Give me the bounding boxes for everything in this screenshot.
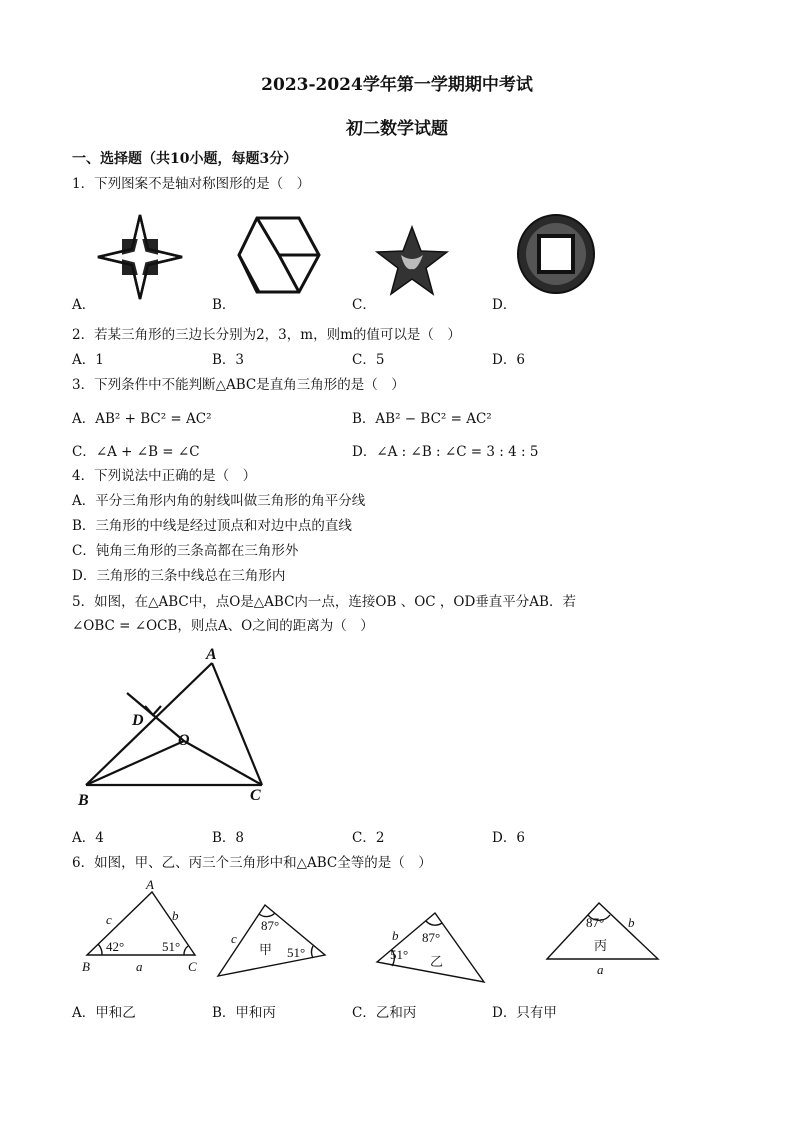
q5-stem-line1: 5．如图，在△ABC中，点O是△ABC内一点，连接OB 、OC ，OD垂直平分AB．若 [72,594,576,610]
q6-option-a: A．甲和乙 [72,1005,136,1021]
q5-label-d: D [132,712,144,729]
q6-figure-abc [80,878,205,978]
q3-option-b: B．AB² − BC² = AC² [352,411,492,427]
q5-label-b: B [78,792,89,809]
q6-jia-side: c [231,931,237,946]
q5-option-d: D．6 [492,830,525,846]
q1-figure-c-star [375,225,449,297]
q2-option-c: C．5 [352,352,385,368]
q5-label-c: C [250,787,261,804]
q2-option-d: D．6 [492,352,525,368]
q4-option-a: A．平分三角形内角的射线叫做三角形的角平分线 [72,493,366,509]
q6-jia-top-angle: 87° [261,918,280,933]
q6-option-c: C．乙和丙 [352,1005,417,1021]
q6-stem: 6．如图，甲、乙、丙三个三角形中和△ABC全等的是（ ） [72,855,432,871]
q5-option-a: A．4 [72,830,104,846]
q6-jia-name: 甲 [259,942,273,957]
q6-abc-label-b: B [82,959,90,974]
q6-abc-side-b: b [172,908,179,923]
q2-option-a: A．1 [72,352,104,368]
q6-abc-label-c: C [188,959,197,974]
q5-label-a: A [206,646,217,663]
q6-bing-side-a: a [597,962,604,977]
q5-label-o: O [178,732,190,749]
q6-jia-right-angle: 51° [287,945,306,960]
q6-abc-angle-b: 42° [106,939,125,954]
q1-option-a: A． [72,297,96,313]
q1-option-b: B． [212,297,236,313]
page-subtitle: 初二数学试题 [346,119,448,139]
q1-option-c: C． [352,297,376,313]
q6-abc-side-c: c [106,912,112,927]
page-title: 2023-2024学年第一学期期中考试 [261,75,533,95]
q6-yi-side: b [392,928,399,943]
q3-stem: 3．下列条件中不能判断△ABC是直角三角形的是（ ） [72,377,405,393]
q4-option-b: B．三角形的中线是经过顶点和对边中点的直线 [72,518,352,534]
q1-stem: 1．下列图案不是轴对称图形的是（ ） [72,176,311,192]
q6-yi-top-angle: 87° [422,930,441,945]
q4-option-c: C．钝角三角形的三条高都在三角形外 [72,543,299,559]
q6-yi-name: 乙 [430,954,444,969]
q6-bing-top-angle: 87° [586,915,605,930]
q6-option-d: D．只有甲 [492,1005,557,1021]
q5-stem-line2: ∠OBC = ∠OCB，则点A、O之间的距离为（ ） [72,618,374,634]
q6-figure-jia [215,900,335,982]
q6-bing-side-b: b [628,915,635,930]
q1-option-d: D． [492,297,517,313]
q4-stem: 4．下列说法中正确的是（ ） [72,468,257,484]
q1-figure-d-coin [515,212,597,296]
q6-option-b: B．甲和丙 [212,1005,276,1021]
q3-option-a: A．AB² + BC² = AC² [72,411,212,427]
q5-figure [72,645,282,815]
q6-yi-left-angle: 51° [390,947,409,962]
q2-option-b: B．3 [212,352,245,368]
q3-option-d: D．∠A : ∠B : ∠C = 3 : 4 : 5 [352,444,539,460]
q4-option-d: D．三角形的三条中线总在三角形内 [72,568,286,584]
q5-option-b: B．8 [212,830,245,846]
q6-figure-bing [544,898,664,978]
q2-stem: 2．若某三角形的三边长分别为2，3，m，则m的值可以是（ ） [72,327,461,343]
q3-option-c: C．∠A + ∠B = ∠C [72,444,200,460]
q5-option-c: C．2 [352,830,385,846]
q1-figure-b-drive [237,215,321,295]
q1-figure-a-star4 [95,212,185,302]
q6-bing-name: 丙 [594,938,608,953]
q6-abc-label-a: A [146,877,154,892]
q6-figure-yi [374,908,489,988]
q6-abc-side-a: a [136,959,143,974]
section-heading: 一、选择题（共10小题，每题3分） [72,151,298,167]
q6-abc-angle-c: 51° [162,939,181,954]
